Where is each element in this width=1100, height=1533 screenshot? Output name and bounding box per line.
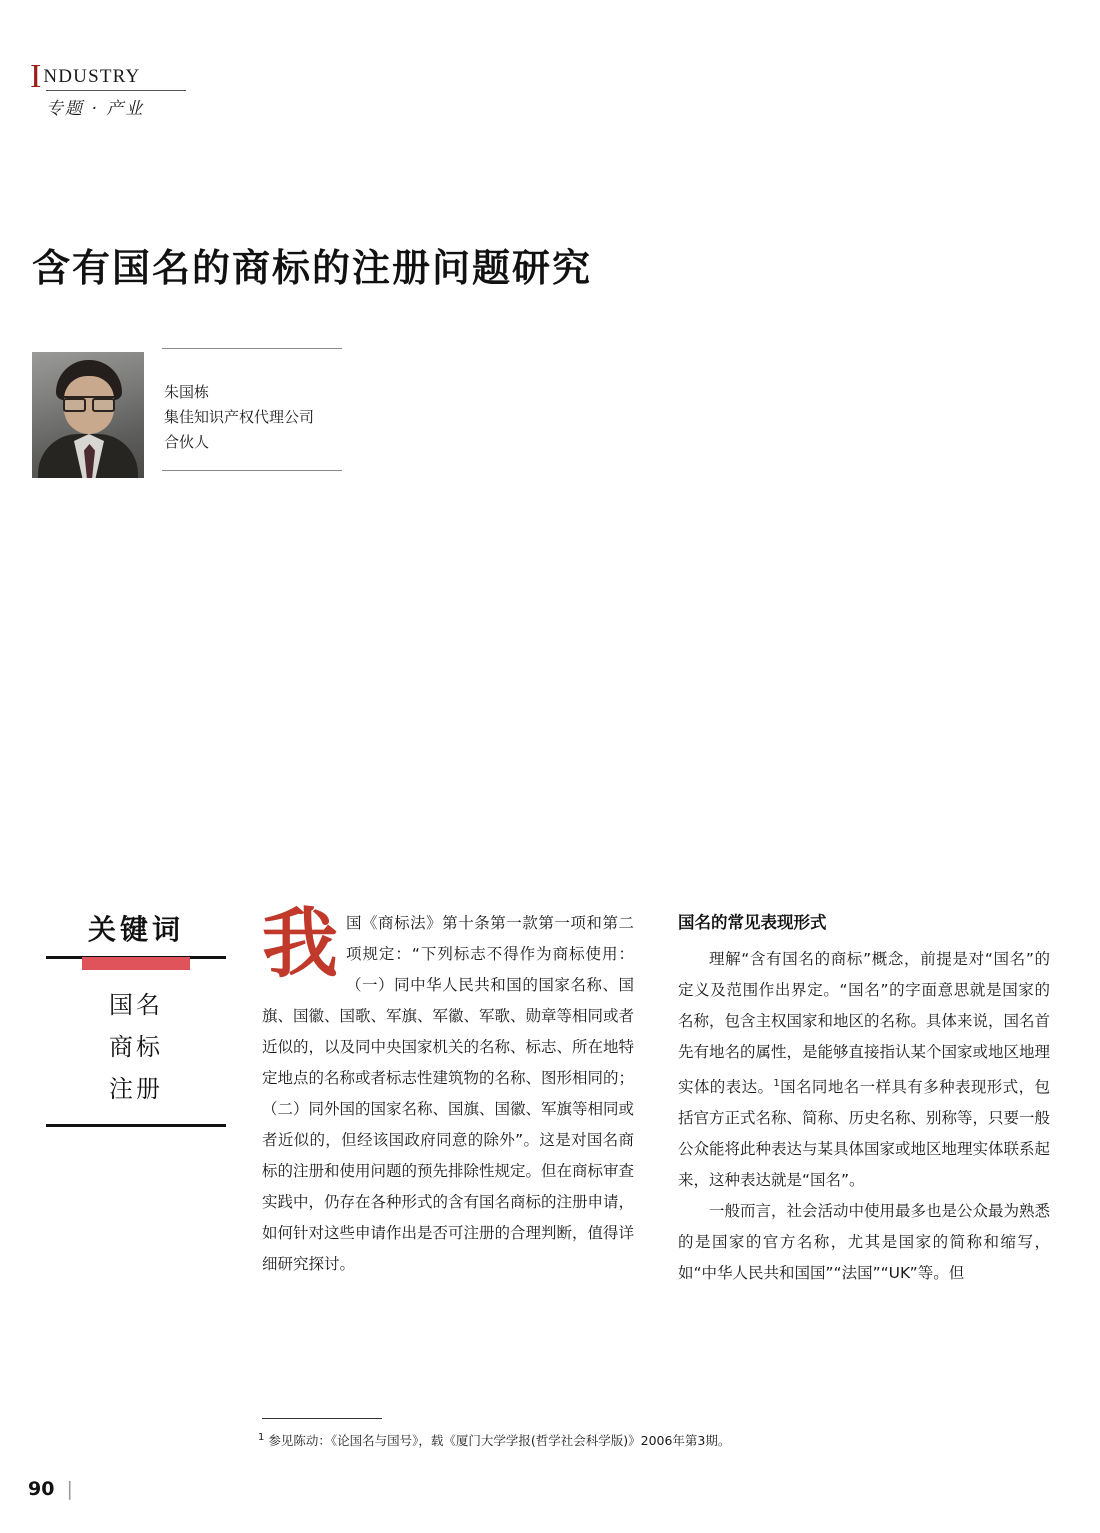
folio-number: 90 [28, 1478, 55, 1500]
drop-cap: 我 [262, 899, 338, 988]
footnote-marker: 1 [258, 1432, 265, 1443]
running-head-initial: I [30, 58, 42, 95]
footnote-marker: 1 [773, 1078, 780, 1089]
keywords-heading: 关键词 [87, 913, 184, 946]
running-head-word: NDUSTRY [43, 66, 141, 87]
body-column-right [678, 908, 1050, 1289]
page-title: 含有国名的商标的注册问题研究 [32, 246, 593, 291]
running-head-chinese: 专题 · 产业 [46, 99, 145, 119]
page-number [28, 1478, 73, 1500]
author-rule-bottom [162, 470, 342, 471]
keyword-item: 注册 [109, 1075, 163, 1103]
body-paragraph: 一般而言，社会活动中使用最多也是公众最为熟悉的是国家的官方名称，尤其是国家的简称和缩写，如“中华人民共和国国”“法国”“UK”等。但 [678, 1202, 1051, 1283]
footnote-rule [262, 1418, 382, 1419]
author-company: 集佳知识产权代理公司 [164, 408, 315, 426]
author-rule-top [162, 348, 342, 349]
author-name: 朱国栋 [164, 383, 210, 401]
section-heading: 国名的常见表现形式 [678, 913, 827, 932]
folio-separator: | [66, 1478, 73, 1500]
body-paragraph-text: 理解“含有国名的商标”概念，前提是对“国名”的定义及范围作出界定。“国名”的字面意思就是国家的名称，包含主权国家和地区的名称。具体来说，国名首先有地名的属性，是能够直接指认某个国家或地区地理实体的表达。 [678, 950, 1051, 1097]
body-paragraph [678, 944, 1050, 1196]
keywords-rule-bottom [46, 1124, 226, 1127]
keywords-accent-bar [82, 957, 190, 970]
running-head-rule [46, 90, 186, 91]
keywords-divider [46, 956, 226, 972]
author-role: 合伙人 [164, 433, 210, 451]
keywords-box [46, 908, 226, 1127]
body-column-left [262, 899, 635, 1280]
keyword-item: 国名 [109, 991, 163, 1019]
body-paragraph-text-cont: 国名同地名一样具有多种表现形式，包括官方正式名称、简称、历史名称、别称等，只要一般公众能将此种表达与某具体国家或地区地理实体联系起来，这种表达就是“国名”。 [678, 1078, 1051, 1190]
avatar [32, 352, 144, 478]
running-head [30, 58, 330, 119]
footnote-text: 参见陈动：《论国名与国号》，载《厦门大学学报(哲学社会科学版)》2006年第3期。 [268, 1433, 731, 1449]
keyword-item: 商标 [109, 1033, 163, 1061]
body-paragraph: 国《商标法》第十条第一款第一项和第二项规定：“下列标志不得作为商标使用：（一）同中华人民共和国的国家名称、国旗、国徽、国歌、军旗、军徽、军歌、勋章等相同或者近似的，以及同中央国家机关的名称、标志、所在地特定地点的名称或者标志性建筑物的名称、图形相同的；（二）同外国的国家名称、国旗、国徽、军旗等相同或者近似的，但经该国政府同意的除外”。这是对国名商标的注册和使用问题的预先排除性规定。但在商标审查实践中，仍存在各种形式的含有国名商标的注册申请，如何针对这些申请作出是否可注册的合理判断，值得详细研究探讨。 [262, 914, 635, 1273]
footnote [258, 1428, 1058, 1451]
avatar-glasses [63, 396, 115, 409]
author-info [164, 380, 314, 455]
keywords-list [46, 972, 226, 1110]
